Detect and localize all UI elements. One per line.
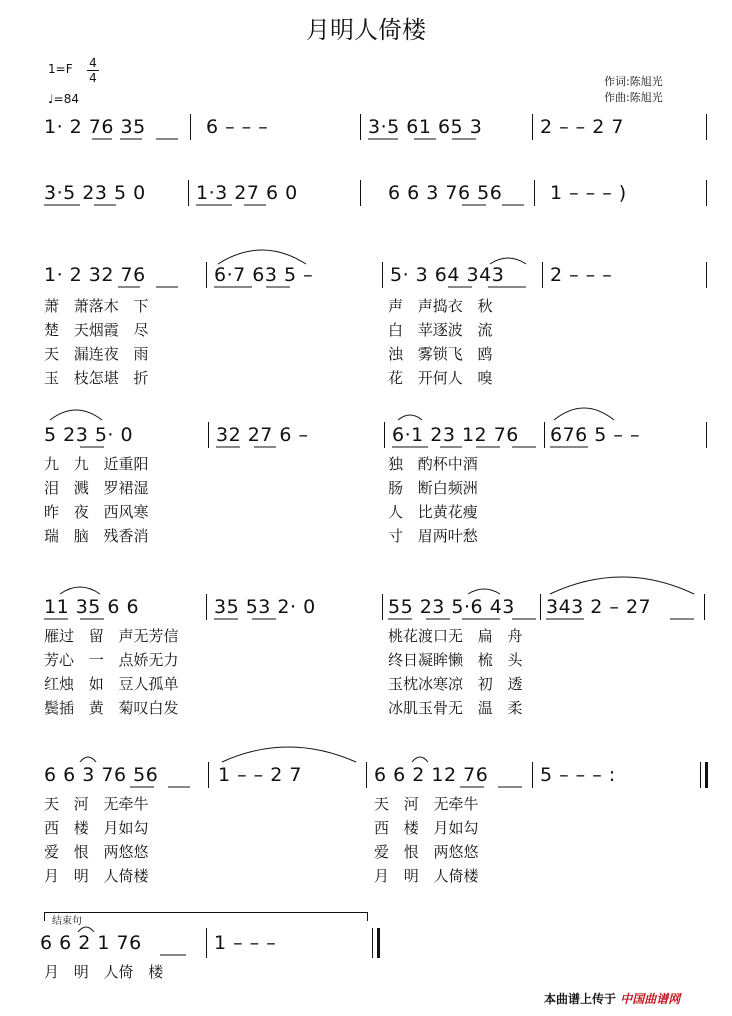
slur — [80, 757, 96, 762]
lyric-line: 独 酌杯中酒 — [388, 455, 478, 473]
measure: 6·1 23 12 76 — [392, 424, 519, 446]
lyric-line: 瑞 脑 残香消 — [44, 527, 149, 545]
credits — [604, 74, 663, 106]
measure: 1 – – – — [214, 932, 277, 954]
time-signature — [84, 56, 102, 85]
lyrics-left — [44, 452, 149, 548]
lyric-line: 萧 萧落木 下 — [44, 297, 149, 315]
meter-bottom: 4 — [89, 71, 97, 85]
lyric-line: 终日凝眸懒 梳 头 — [388, 651, 523, 669]
barline — [360, 180, 361, 206]
slur — [412, 757, 428, 762]
ending-bracket — [44, 912, 368, 921]
measure: 35 53 2· 0 — [214, 596, 316, 618]
lyrics-left — [44, 294, 149, 390]
barline — [542, 262, 543, 288]
lyric-line: 浊 雾锁飞 鸥 — [388, 345, 493, 363]
slur — [550, 577, 694, 594]
barline — [190, 114, 191, 140]
barline — [382, 594, 383, 620]
slur — [50, 410, 102, 420]
measure: 55 23 5·6 43 — [388, 596, 515, 618]
lyric-line: 月 明 人倚 楼 — [44, 963, 164, 981]
slur — [218, 250, 306, 264]
measure: 2 – – – — [550, 264, 613, 286]
lyric-line: 天 河 无牵牛 — [374, 795, 479, 813]
barline — [704, 594, 705, 620]
lyric-line: 玉枕冰寒凉 初 透 — [388, 675, 523, 693]
measure: 32 27 6 – — [216, 424, 309, 446]
measure: 5· 3 64 343 — [390, 264, 505, 286]
barline — [534, 180, 535, 206]
lyric-line: 鬓插 黄 菊叹白发 — [44, 699, 179, 717]
meter-top: 4 — [89, 56, 97, 70]
final-barline — [377, 928, 380, 958]
lyric-line: 月 明 人倚楼 — [374, 867, 479, 885]
lyrics-left — [44, 960, 163, 984]
page-title: 月明人倚楼 — [306, 16, 426, 44]
site-logo[interactable]: 中国曲谱网 — [620, 992, 681, 1006]
measure: 6·7 63 5 – — [214, 264, 314, 286]
barline — [208, 422, 209, 448]
key-signature: 1=F — [48, 62, 73, 76]
lyric-line: 声 声捣衣 秋 — [388, 297, 493, 315]
barline — [544, 422, 545, 448]
barline — [206, 594, 207, 620]
slur — [468, 589, 500, 594]
barline — [208, 762, 209, 788]
barline — [706, 114, 707, 140]
slur — [222, 747, 356, 762]
measure: 1 – – 2 7 — [218, 764, 302, 786]
measure: 6 6 2 12 76 — [374, 764, 489, 786]
lyric-line: 九 九 近重阳 — [44, 455, 149, 473]
composer-credit: 作曲:陈旭光 — [604, 91, 663, 104]
lyric-line: 楚 天烟霞 尽 — [44, 321, 149, 339]
lyrics-right — [388, 294, 493, 390]
lyrics-left — [44, 792, 149, 888]
measure: 3·5 61 65 3 — [368, 116, 483, 138]
lyric-line: 天 漏连夜 雨 — [44, 345, 149, 363]
measure: 1·3 27 6 0 — [196, 182, 298, 204]
lyric-line: 昨 夜 西风寒 — [44, 503, 149, 521]
lyric-line: 玉 枝怎堪 折 — [44, 369, 149, 387]
barline — [188, 180, 189, 206]
lyric-line: 月 明 人倚楼 — [44, 867, 149, 885]
slur — [554, 408, 614, 420]
measure: 3·5 23 5 0 — [44, 182, 146, 204]
barline — [384, 422, 385, 448]
upload-text: 本曲谱上传于 — [544, 992, 617, 1006]
lyricist-credit: 作词:陈旭光 — [604, 75, 663, 88]
measure: 676 5 – – — [550, 424, 640, 446]
lyric-line: 西 楼 月如勾 — [374, 819, 479, 837]
slur — [398, 415, 422, 420]
measure: 5 – – – : — [540, 764, 616, 786]
lyric-line: 肠 断白频洲 — [388, 479, 478, 497]
lyrics-right — [374, 792, 479, 888]
lyric-line: 芳心 一 点娇无力 — [44, 651, 179, 669]
barline — [706, 262, 707, 288]
measure: 1· 2 76 35 — [44, 116, 146, 138]
lyric-line: 寸 眉两叶愁 — [388, 527, 478, 545]
lyric-line: 爱 恨 两悠悠 — [374, 843, 479, 861]
ending-label: 结束句 — [52, 916, 82, 927]
lyric-line: 人 比黄花瘦 — [388, 503, 478, 521]
lyrics-right — [388, 624, 523, 720]
lyrics-left — [44, 624, 179, 720]
lyric-line: 泪 溅 罗裙湿 — [44, 479, 149, 497]
measure: 6 – – – — [206, 116, 269, 138]
lyric-line: 冰肌玉骨无 温 柔 — [388, 699, 523, 717]
lyric-line: 爱 恨 两悠悠 — [44, 843, 149, 861]
measure: 1 – – – ) — [550, 182, 627, 204]
barline — [700, 762, 701, 788]
lyric-line: 桃花渡口无 扁 舟 — [388, 627, 523, 645]
measure: 6 6 3 76 56 — [44, 764, 159, 786]
barline — [706, 180, 707, 206]
barline — [372, 928, 373, 958]
barline — [532, 114, 533, 140]
measure: 343 2 – 27 — [546, 596, 652, 618]
lyric-line: 天 河 无牵牛 — [44, 795, 149, 813]
lyric-line: 花 开何人 嗅 — [388, 369, 493, 387]
measure: 2 – – 2 7 — [540, 116, 624, 138]
slur — [60, 587, 100, 594]
lyric-line: 西 楼 月如勾 — [44, 819, 149, 837]
lyric-line: 雁过 留 声无芳信 — [44, 627, 179, 645]
barline — [360, 114, 361, 140]
barline — [206, 928, 207, 958]
lyric-line: 白 苹逐波 流 — [388, 321, 493, 339]
lyrics-right — [388, 452, 478, 548]
barline — [540, 594, 541, 620]
barline — [706, 422, 707, 448]
final-barline — [705, 762, 708, 788]
upload-footer — [544, 990, 680, 1007]
barline — [532, 762, 533, 788]
barline — [206, 262, 207, 288]
measure: 11 35 6 6 — [44, 596, 140, 618]
barline — [382, 262, 383, 288]
measure: 5 23 5· 0 — [44, 424, 134, 446]
measure: 6 6 3 76 56 — [388, 182, 503, 204]
measure: 1· 2 32 76 — [44, 264, 146, 286]
lyric-line: 红烛 如 豆人孤单 — [44, 675, 179, 693]
tempo-mark: ♩=84 — [48, 92, 79, 106]
measure: 6 6 2 1 76 — [40, 932, 142, 954]
barline — [366, 762, 367, 788]
